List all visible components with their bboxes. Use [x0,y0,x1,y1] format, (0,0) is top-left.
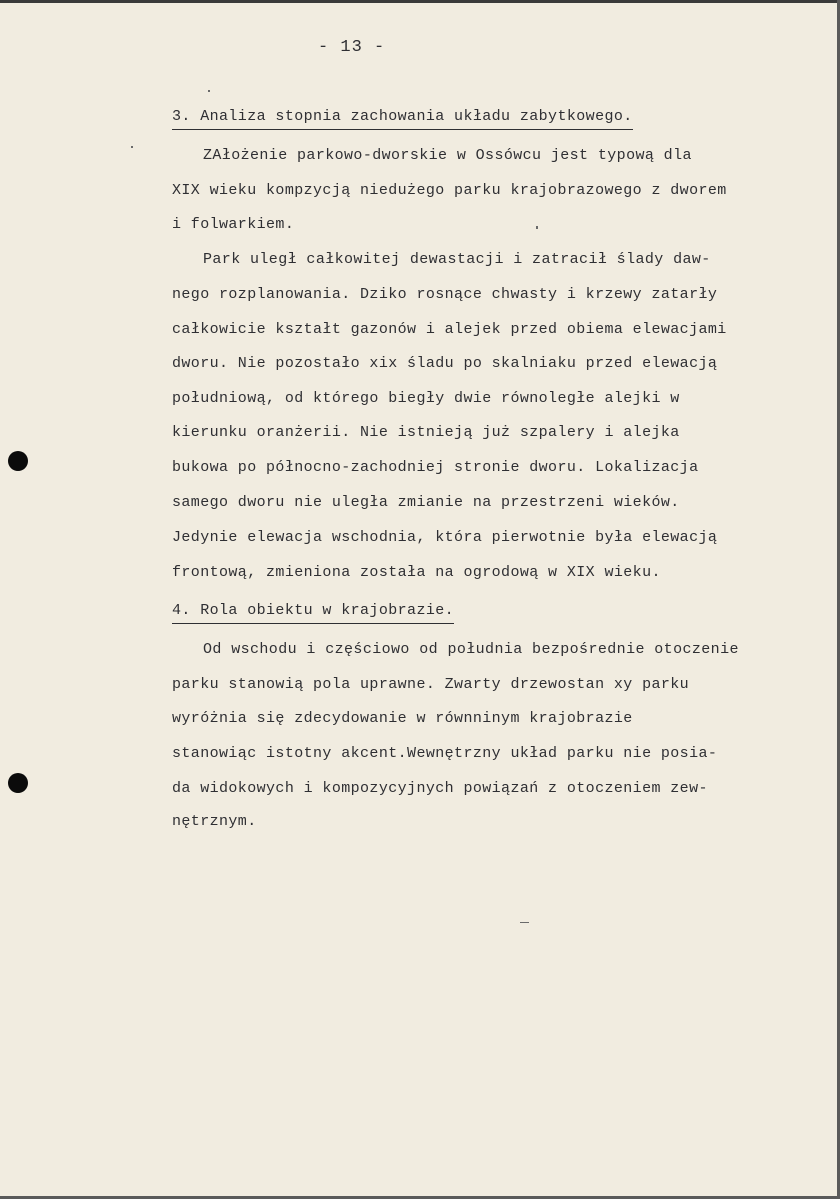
paper-speck [131,146,133,148]
paragraph-line: kierunku oranżerii. Nie istnieją już szpalery i alejka [172,424,680,441]
paper-speck [536,226,538,229]
punch-hole-bottom [8,773,28,793]
paragraph-line: nętrznym. [172,813,257,830]
paragraph-line: bukowa po północno-zachodniej stronie dworu. Lokalizacja [172,459,699,476]
paragraph-line: dworu. Nie pozostało xix śladu po skalniaku przed elewacją [172,355,718,372]
paragraph-line: wyróżnia się zdecydowanie w równninym krajobrazie [172,710,633,727]
paragraph-line: nego rozplanowania. Dziko rosnące chwasty i krzewy zatarły [172,286,718,303]
paragraph-line: Park uległ całkowitej dewastacji i zatracił ślady daw- [203,251,711,268]
paragraph-line: XIX wieku kompzycją niedużego parku krajobrazowego z dworem [172,182,727,199]
paragraph-line: południową, od którego biegły dwie równoległe alejki w [172,390,680,407]
paragraph-line: Od wschodu i częściowo od południa bezpośrednie otoczenie [203,641,739,658]
paragraph-line: frontową, zmieniona została na ogrodową w XIX wieku. [172,564,661,581]
paragraph-line: całkowicie kształt gazonów i alejek przed obiema elewacjami [172,321,727,338]
paragraph-line: samego dworu nie uległa zmianie na przestrzeni wieków. [172,494,680,511]
page-number: - 13 - [318,38,386,57]
paragraph-line: stanowiąc istotny akcent.Wewnętrzny układ parku nie posia- [172,745,718,762]
section-heading-4: 4. Rola obiektu w krajobrazie. [172,601,454,624]
paper-speck [520,922,529,923]
paragraph-line: parku stanowią pola uprawne. Zwarty drzewostan xy parku [172,676,690,693]
paragraph-line: Jedynie elewacja wschodnia, która pierwotnie była elewacją [172,529,718,546]
scan-edge-top [0,0,840,3]
paper-speck [208,90,210,92]
paragraph-line: ZAłożenie parkowo-dworskie w Ossówcu jest typową dla [203,147,692,164]
punch-hole-top [8,451,28,471]
section-heading-3: 3. Analiza stopnia zachowania układu zabytkowego. [172,107,633,130]
paragraph-line: i folwarkiem. [172,216,295,233]
paragraph-line: da widokowych i kompozycyjnych powiązań z otoczeniem zew- [172,780,708,797]
